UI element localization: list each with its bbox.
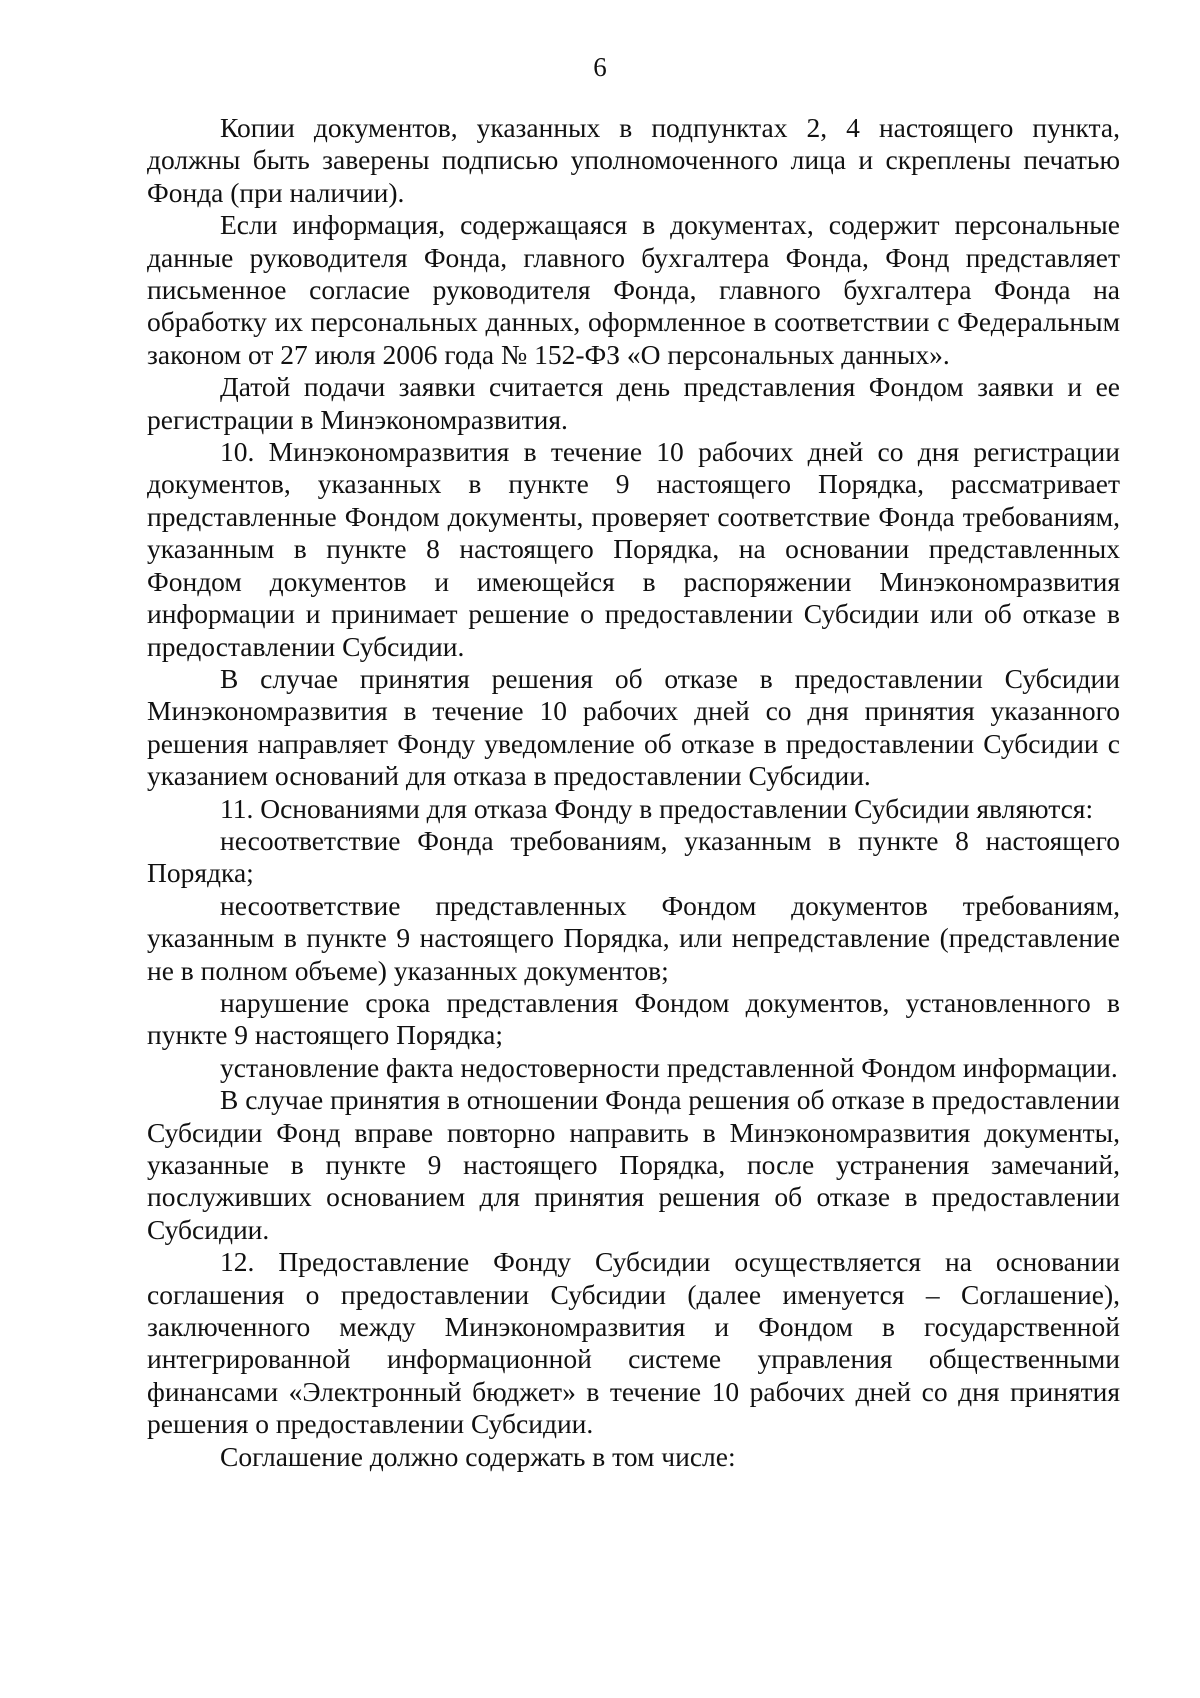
paragraph-resubmission: В случае принятия в отношении Фонда решения об отказе в предоставлении Субсидии Фонд вправе повторно направить в Минэкономразвития документы, указанные в пункте 9 настоящего Порядка, после устранения замечаний, послуживших основанием для принятия решения об отказе в предоставлении Субсидии.: [147, 1084, 1120, 1245]
paragraph-agreement-contents: Соглашение должно содержать в том числе:: [220, 1440, 736, 1472]
list-item-noncompliance-fund: несоответствие Фонда требованиям, указанным в пункте 8 настоящего Порядка;: [147, 824, 1120, 889]
paragraph-item-10: 10. Минэкономразвития в течение 10 рабочих дней со дня регистрации документов, указанных в пункте 9 настоящего Порядка, рассматривает представленные Фондом документы, проверяет соответствие Фонда требованиям, указанным в пункте 8 настоящего Порядка, на основании представленных Фондом документов и имеющейся в распоряжении Минэкономразвития информации и принимает решение о предоставлении Субсидии или об отказе в предоставлении Субсидии.: [147, 436, 1120, 662]
paragraph-personal-data-consent: Если информация, содержащаяся в документах, содержит персональные данные руководителя Фонда, главного бухгалтера Фонда, Фонд представляет письменное согласие руководителя Фонда, главного бухгалтера Фонда на обработку их персональных данных, оформленное в соответствии с Федеральным законом от 27 июля 2006 года № 152-ФЗ «О персональных данных».: [147, 209, 1120, 370]
list-item-false-information: установление факта недостоверности представленной Фондом информации.: [220, 1051, 1118, 1083]
page-number: 6: [593, 52, 607, 82]
paragraph-copies-certification: Копии документов, указанных в подпунктах 2, 4 настоящего пункта, должны быть заверены подписью уполномоченного лица и скреплены печатью Фонда (при наличии).: [147, 112, 1120, 208]
paragraph-application-date: Датой подачи заявки считается день представления Фондом заявки и ее регистрации в Минэкономразвития.: [147, 371, 1120, 435]
paragraph-item-12: 12. Предоставление Фонду Субсидии осуществляется на основании соглашения о предоставлении Субсидии (далее именуется – Соглашение), заключенного между Минэкономразвития и Фондом в государственной интегрированной информационной системе управления общественными финансами «Электронный бюджет» в течение 10 рабочих дней со дня принятия решения о предоставлении Субсидии.: [147, 1246, 1120, 1440]
list-item-noncompliance-documents: несоответствие представленных Фондом документов требованиям, указанным в пункте 9 настоящего Порядка, или непредставление (представление не в полном объеме) указанных документов;: [147, 889, 1120, 986]
paragraph-item-11: 11. Основаниями для отказа Фонду в предоставлении Субсидии являются:: [220, 792, 1094, 824]
document-body: [147, 112, 1120, 1473]
list-item-deadline-violation: нарушение срока представления Фондом документов, установленного в пункте 9 настоящего Порядка;: [147, 986, 1120, 1051]
paragraph-refusal-notice: В случае принятия решения об отказе в предоставлении Субсидии Минэкономразвития в течение 10 рабочих дней со дня принятия указанного решения направляет Фонду уведомление об отказе в предоставлении Субсидии с указанием оснований для отказа в предоставлении Субсидии.: [147, 662, 1120, 792]
